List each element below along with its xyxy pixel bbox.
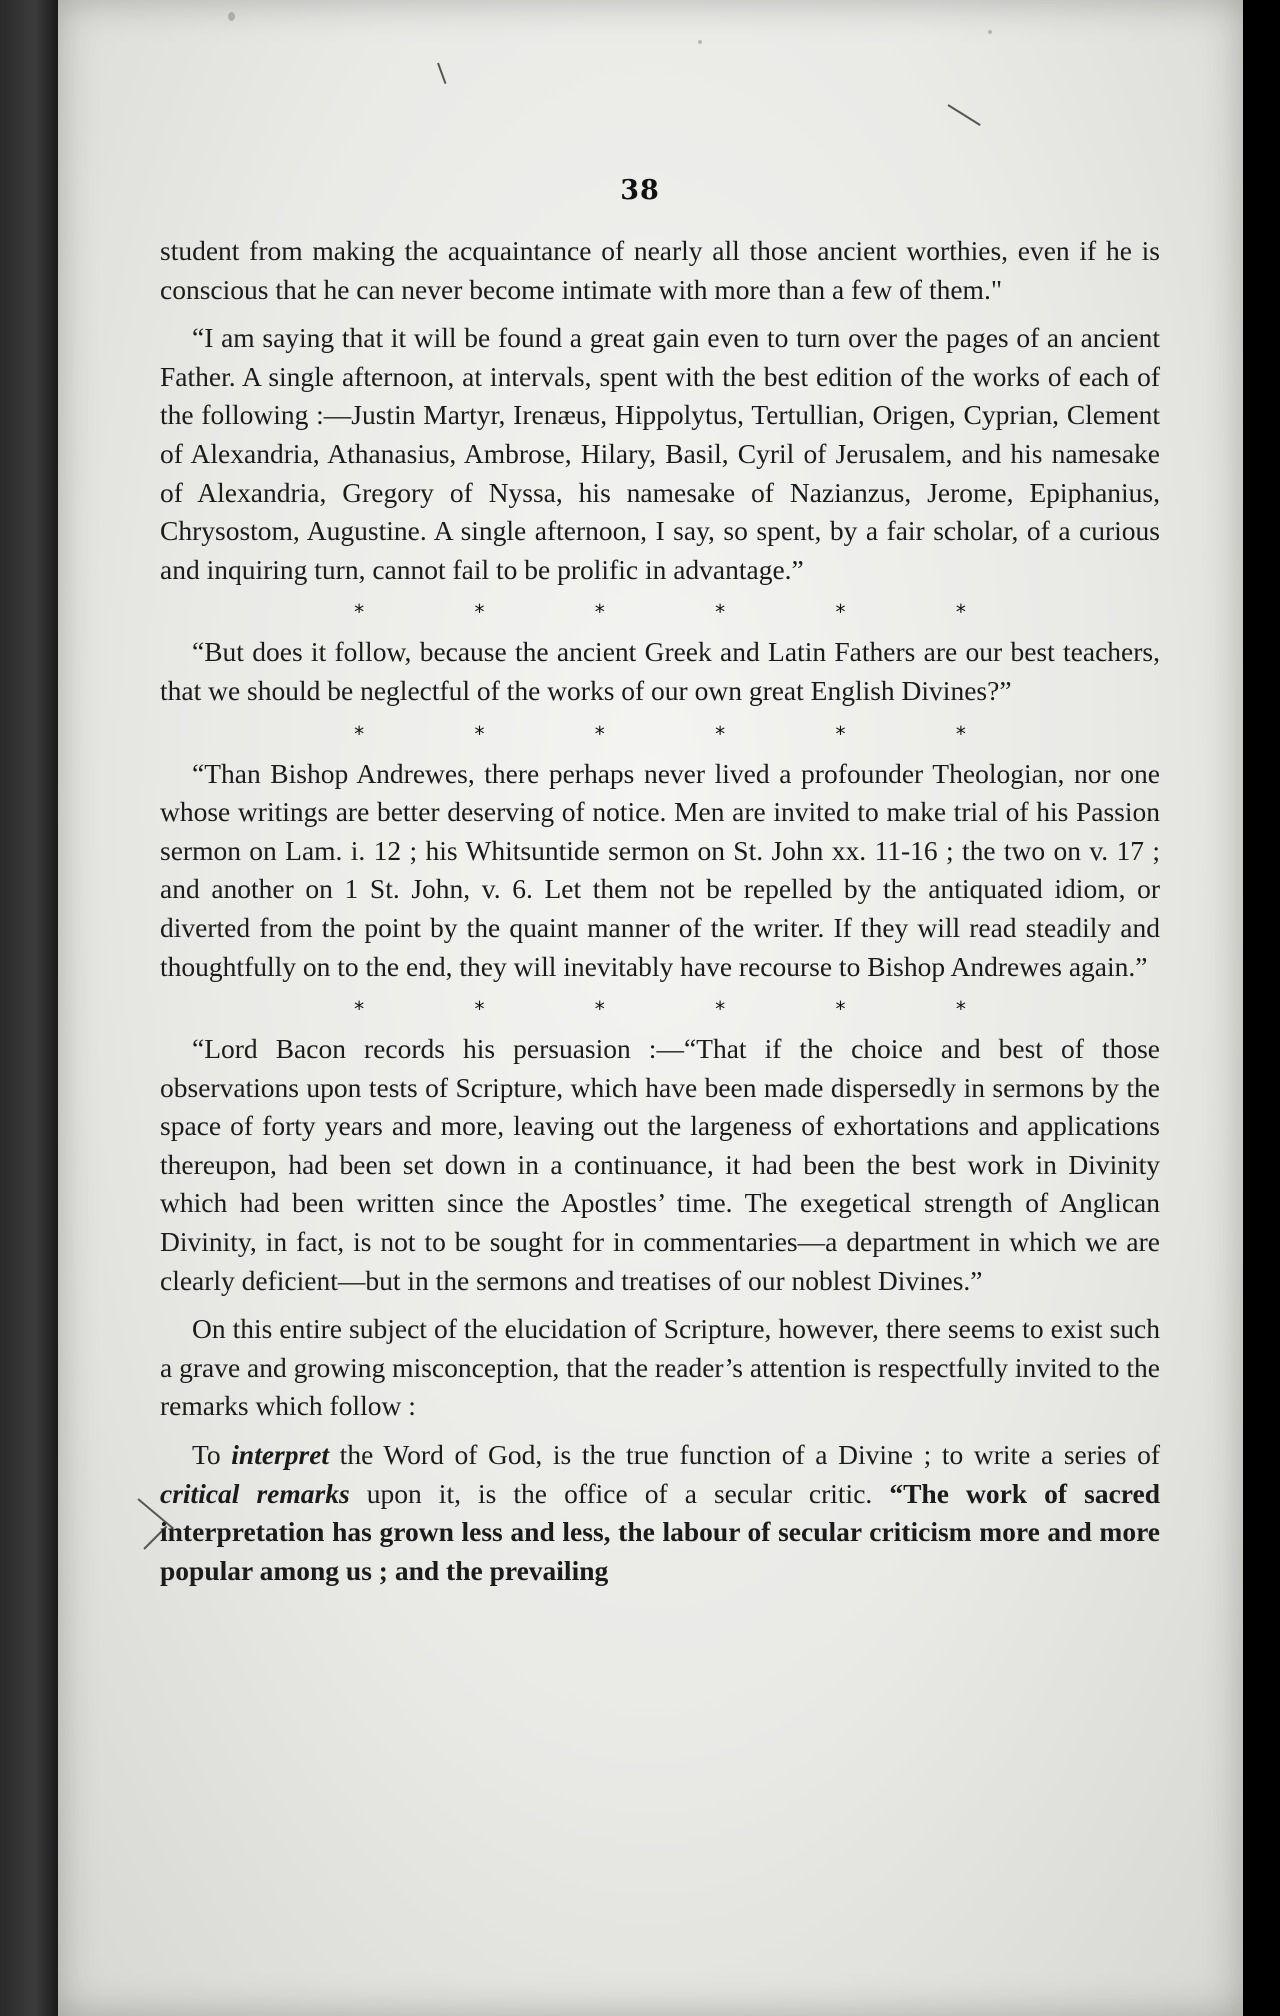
body-text — [160, 232, 1160, 1590]
ink-speck — [228, 12, 235, 21]
text-run: the Word of God, is the true function of a Divine ; to write a series of — [329, 1439, 1160, 1471]
paragraph: “But does it follow, because the ancient Greek and Latin Fathers are our best teachers, that we should be neglectful of the works of our own great English Divines?” — [160, 636, 1160, 706]
ink-speck — [698, 40, 702, 44]
text-run: upon it, is the office of a secular critic. — [349, 1477, 890, 1509]
text-run: To — [192, 1439, 232, 1471]
section-separator: * * * * * * — [354, 721, 1018, 746]
page-number: 38 — [620, 175, 660, 206]
ink-speck — [988, 30, 992, 34]
section-separator: * * * * * * — [354, 600, 1018, 625]
paragraph: student from making the acquaintance of nearly all those ancient worthies, even if he is conscious that he can never become intimate with more than a few of them." — [160, 235, 1160, 305]
emphasis-text: interpret — [231, 1439, 330, 1471]
paragraph: “I am saying that it will be found a great gain even to turn over the pages of an ancient Father. A single afternoon, at intervals, spent with the best edition of the works of each of the following :—Justin Martyr, Irenæus, Hippolytus, Tertullian, Origen, Cyprian, Clement of Alexandria, Athanasius, Ambrose, Hilary, Basil, Cyril of Jerusalem, and his namesake of Alexandria, Gregory of Nyssa, his namesake of Nazianzus, Jerome, Epiphanius, Chrysostom, Augustine. A single afternoon, I say, so spent, by a fair scholar, of a curious and inquiring turn, cannot fail to be prolific in advantage.” — [160, 322, 1160, 585]
section-separator: * * * * * * — [354, 997, 1018, 1022]
paragraph: “Than Bishop Andrewes, there perhaps never lived a profounder Theologian, nor one whose writings are better deserving of notice. Men are invited to make trial of his Passion sermon on Lam. i. 12 ; his Whitsuntide sermon on St. John xx. 11-16 ; the two on v. 17 ; and another on 1 St. John, v. 6. Let them not be repelled by the antiquated idiom, or diverted from the point by the quaint manner of the writer. If they will read steadily and thoughtfully on to the end, they will inevitably have recourse to Bishop Andrewes again.” — [160, 757, 1160, 982]
paragraph: On this entire subject of the elucidation of Scripture, however, there seems to exist such a grave and growing misconception, that the reader’s attention is respectfully invited to the remarks which follow : — [160, 1313, 1160, 1422]
book-binding-edge — [0, 0, 58, 2016]
paragraph — [160, 1436, 1160, 1590]
scan-border-right — [1243, 0, 1280, 2016]
pencil-mark — [437, 63, 446, 84]
pencil-mark — [947, 104, 980, 126]
bold-quote: “The work of sacred interpretation has grown less and less, the labour of secular criticism more and more popular among us ; and the prevailing — [160, 1477, 1160, 1586]
paragraph: “Lord Bacon records his persuasion :—“That if the choice and best of those observations upon tests of Scripture, which have been made dispersedly in sermons by the space of forty years and more, leaving out the largeness of exhortations and applications thereupon, had been set down in a continuance, it had been the best work in Divinity which had been written since the Apostles’ time. The exegetical strength of Anglican Divinity, in fact, is not to be sought for in commentaries—a department in which we are clearly deficient—but in the sermons and treatises of our noblest Divines.” — [160, 1033, 1160, 1296]
emphasis-text: critical remarks — [160, 1477, 350, 1509]
